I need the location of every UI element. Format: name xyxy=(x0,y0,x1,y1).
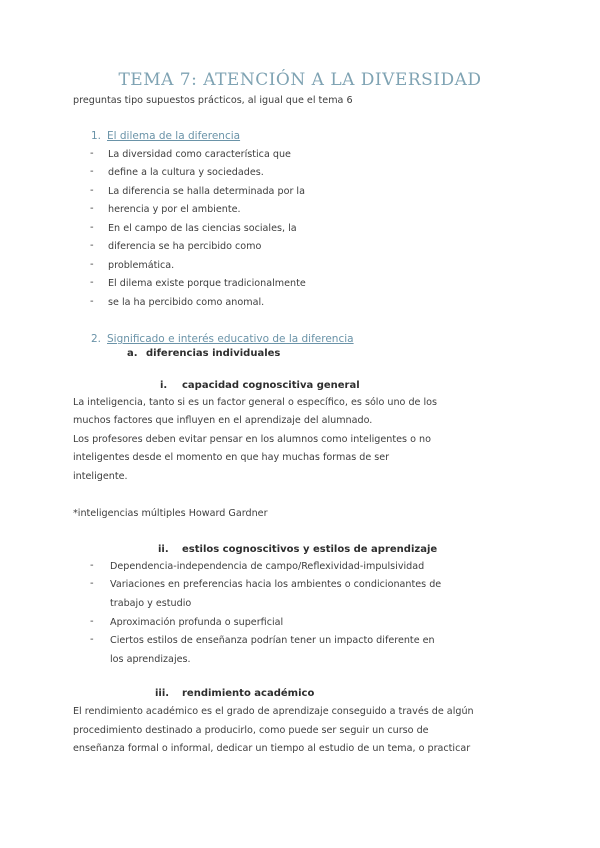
paragraph-line: muchos factores que influyen en el aprendizaje del alumnado. xyxy=(73,415,373,426)
list-item: Aproximación profunda o superficial xyxy=(110,617,284,628)
list-bullet: - xyxy=(90,185,94,196)
list-item: herencia y por el ambiente. xyxy=(108,204,241,215)
paragraph-line: El rendimiento académico es el grado de aprendizaje conseguido a través de algún xyxy=(73,706,474,717)
page-title: TEMA 7: ATENCIÓN A LA DIVERSIDAD xyxy=(118,70,482,90)
list-bullet: - xyxy=(90,560,94,571)
subsection-a-label: a. xyxy=(127,348,138,359)
section2-heading: Significado e interés educativo de la diferencia xyxy=(107,333,354,345)
subsection-a-heading: diferencias individuales xyxy=(146,348,281,359)
list-bullet: - xyxy=(90,203,94,214)
list-bullet: - xyxy=(90,634,94,645)
intro-text: preguntas tipo supuestos prácticos, al igual que el tema 6 xyxy=(73,95,353,106)
section1-number: 1. xyxy=(91,130,102,142)
list-item: diferencia se ha percibido como xyxy=(108,241,262,252)
paragraph-line: inteligente. xyxy=(73,471,128,482)
list-item: Variaciones en preferencias hacia los ambientes o condicionantes de xyxy=(110,579,442,590)
list-item-continuation: trabajo y estudio xyxy=(110,598,192,609)
subsection-iii-label: iii. xyxy=(155,688,170,699)
list-bullet: - xyxy=(90,240,94,251)
list-bullet: - xyxy=(90,166,94,177)
paragraph-line: procedimiento destinado a producirlo, como puede ser seguir un curso de xyxy=(73,725,429,736)
list-item: La diferencia se halla determinada por la xyxy=(108,186,305,197)
section2-number: 2. xyxy=(91,333,102,345)
list-bullet: - xyxy=(90,277,94,288)
list-bullet: - xyxy=(90,148,94,159)
list-bullet: - xyxy=(90,616,94,627)
list-item: define a la cultura y sociedades. xyxy=(108,167,264,178)
paragraph-line: enseñanza formal o informal, dedicar un tiempo al estudio de un tema, o practicar xyxy=(73,743,471,754)
list-bullet: - xyxy=(90,578,94,589)
note-text: *inteligencias múltiples Howard Gardner xyxy=(73,508,268,519)
paragraph-line: Los profesores deben evitar pensar en los alumnos como inteligentes o no xyxy=(73,434,431,445)
subsection-iii-heading: rendimiento académico xyxy=(182,688,315,699)
subsection-ii-label: ii. xyxy=(158,544,169,555)
list-item: se la ha percibido como anomal. xyxy=(108,297,265,308)
list-item: problemática. xyxy=(108,260,175,271)
list-item: La diversidad como característica que xyxy=(108,149,291,160)
list-item: En el campo de las ciencias sociales, la xyxy=(108,223,297,234)
subsection-i-heading: capacidad cognoscitiva general xyxy=(182,380,360,391)
list-item: Dependencia-independencia de campo/Reflexividad-impulsividad xyxy=(110,561,425,572)
paragraph-line: inteligentes desde el momento en que hay muchas formas de ser xyxy=(73,452,390,463)
subsection-i-label: i. xyxy=(160,380,168,391)
list-bullet: - xyxy=(90,259,94,270)
list-item: El dilema existe porque tradicionalmente xyxy=(108,278,306,289)
list-bullet: - xyxy=(90,296,94,307)
section1-heading: El dilema de la diferencia xyxy=(107,130,241,142)
list-bullet: - xyxy=(90,222,94,233)
list-item-continuation: los aprendizajes. xyxy=(110,654,191,665)
paragraph-line: La inteligencia, tanto si es un factor general o específico, es sólo uno de los xyxy=(73,397,438,408)
subsection-ii-heading: estilos cognoscitivos y estilos de aprendizaje xyxy=(182,544,438,555)
list-item: Ciertos estilos de enseñanza podrían tener un impacto diferente en xyxy=(110,635,435,646)
